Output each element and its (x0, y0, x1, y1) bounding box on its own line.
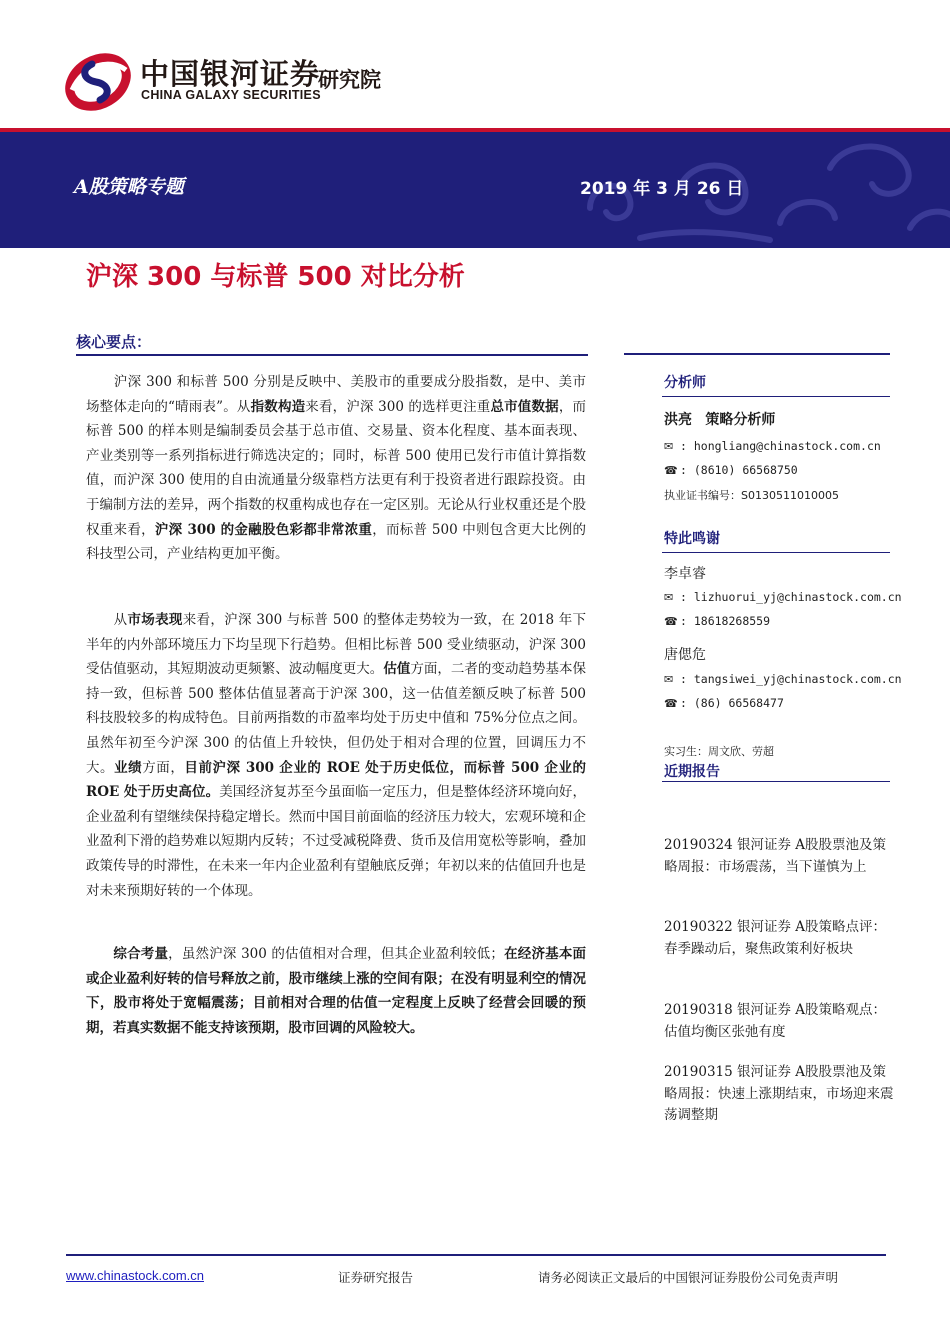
thanks-phone-1: 18618268559 (693, 614, 771, 628)
sidebar-top-divider (624, 353, 890, 355)
recent-report-1[interactable]: 20190324 银河证券 A股股票池及策略周报：市场震荡，当下谨慎为上 (664, 837, 887, 875)
key-point-paragraph-1 (86, 370, 586, 567)
body-text: 方面， (142, 759, 185, 776)
footer-report-type: 证券研究报告 (338, 1270, 414, 1285)
body-text: ，而标普 500 的样本则是编制委员会基于总市值、交易量、资本化程度、基本面表现、产业类别等一系列指标进行筛选决定的；同时，标普 500 使用已发行市值计算指数值，而沪深 300 使用的自由流通量分级靠档方法更有利于投资者进行跟踪投资。由于编制方法的差异，两个指数的权重构成也存在一定区别。无论从行业权重还是个股权重来看， (86, 398, 587, 538)
analyst-email-row: ✉ : hongliang@chinastock.com.cn (664, 439, 881, 453)
analyst-phone-row: ☎ : (8610) 66568750 (664, 463, 798, 477)
body-text: 来看，沪深 300 与标普 500 的整体走势较为一致，在 2018 年下半年的内外部环境压力下均呈现下行趋势。但相比标普 500 受业绩驱动，沪深 300 受估值驱动，其短期波动更频繁、波动幅度更大。 (86, 612, 587, 678)
body-text: 沪深 300 和标普 500 分别是反映中、美股市的重要成分股指数，是中、美市场整体走向的“晴雨表”。从 (86, 374, 587, 415)
thanks-email-2[interactable]: tangsiwei_yj@chinastock.com.cn (693, 672, 902, 686)
recent-report-2[interactable]: 20190322 银河证券 A股策略点评：春季躁动后，聚焦政策利好板块 (664, 919, 887, 957)
analyst-role: 策略分析师 (705, 412, 776, 428)
analyst-divider (662, 396, 890, 397)
key-points-divider (76, 354, 588, 356)
thanks-phone-2: (86) 66568477 (693, 696, 784, 710)
body-text: 来看，沪深 300 的选样更注重 (305, 398, 491, 415)
emphasis-text: 目前沪深 300 企业的 ROE 处于历史低位，而标普 500 企业的 ROE 处于历史高位。 (86, 759, 587, 801)
key-point-paragraph-2 (86, 608, 586, 903)
footer-disclaimer: 请务必阅读正文最后的中国银河证券股份公司免责声明 (538, 1270, 839, 1285)
report-date: 2019 年 3 月 26 日 (580, 179, 744, 199)
footer-website-link[interactable]: www.chinastock.com.cn (66, 1268, 204, 1283)
thanks-phone-row-2: ☎ : (86) 66568477 (664, 696, 784, 710)
analyst-heading: 分析师 (664, 375, 706, 391)
thanks-email-row-2: ✉ : tangsiwei_yj@chinastock.com.cn (664, 672, 902, 686)
key-points-heading: 核心要点： (76, 333, 152, 351)
emphasis-text: 业绩 (114, 759, 143, 776)
envelope-icon: ✉ (664, 591, 674, 604)
body-text: ，虽然沪深 300 的估值相对合理，但其企业盈利较低； (168, 946, 504, 962)
logo-english-name: CHINA GALAXY SECURITIES (141, 88, 321, 102)
body-text: 美国经济复苏至今虽面临一定压力，但是整体经济环境向好，企业盈利有望继续保持稳定增长。然而中国目前面临的经济压力较大，宏观环境和企业盈利下滑的趋势难以短期内反转；不过受减税降费、货币及信用宽松等影响，叠加政策传导的时滞性，在未来一年内企业盈利有望触底反弹；年初以来的估值回升也是对未来预期好转的一个体现。 (86, 784, 587, 899)
thanks-divider (662, 552, 890, 553)
emphasis-text: 在经济基本面或企业盈利好转的信号释放之前，股市继续上涨的空间有限；在没有明显利空的情况下，股市将处于宽幅震荡；目前相对合理的估值一定程度上反映了经营会回暖的预期，若真实数据不能支持该预期，股市回调的风险较大。 (86, 946, 587, 1036)
recent-report-4[interactable]: 20190315 银河证券 A股股票池及策略周报：快速上涨期结束，市场迎来震荡调整期 (664, 1064, 894, 1123)
body-text: ，而标普 500 中则包含更大比例的科技型公司，产业结构更加平衡。 (86, 521, 586, 563)
thanks-name-1: 李卓睿 (664, 566, 706, 582)
interns-line: 实习生：周文欣、劳超 (664, 745, 774, 758)
recent-reports-divider (662, 781, 890, 782)
phone-icon: ☎ (664, 697, 678, 710)
emphasis-text: 市场表现 (127, 612, 183, 628)
emphasis-text: 指数构造 (250, 398, 306, 415)
logo-chinese-name: 中国银河证券 (140, 57, 321, 91)
analyst-email[interactable]: hongliang@chinastock.com.cn (693, 439, 881, 453)
institute-label: 研究院 (318, 68, 381, 92)
emphasis-text: 综合考量 (113, 946, 169, 962)
thanks-email-row-1: ✉ : lizhuorui_yj@chinastock.com.cn (664, 590, 902, 604)
galaxy-logo-icon (62, 44, 134, 116)
analyst-phone: (8610) 66568750 (693, 463, 798, 477)
recent-reports-heading: 近期报告 (664, 764, 720, 780)
footer-divider (66, 1254, 886, 1256)
emphasis-text: 沪深 300 的金融股色彩都非常浓重 (154, 521, 373, 538)
thanks-heading: 特此鸣谢 (664, 531, 720, 547)
phone-icon: ☎ (664, 615, 678, 628)
envelope-icon: ✉ (664, 440, 674, 453)
analyst-name-line (664, 409, 775, 429)
thanks-email-1[interactable]: lizhuorui_yj@chinastock.com.cn (693, 590, 902, 604)
thanks-phone-row-1: ☎ : 18618268559 (664, 614, 771, 628)
body-text: 方面，二者的变动趋势基本保持一致，但标普 500 整体估值显著高于沪深 300，这一估值差额反映了标普 500 科技股较多的构成特色。目前两指数的市盈率均处于历史中值和 75%分位点之间。虽然年初至今沪深 300 的估值上升较快，但仍处于相对合理的位置，回调压力不大。 (86, 661, 587, 776)
analyst-cert: 执业证书编号：S0130511010005 (664, 489, 839, 502)
phone-icon: ☎ (664, 464, 678, 477)
report-title: 沪深 300 与标普 500 对比分析 (86, 262, 465, 292)
key-point-paragraph-3 (86, 942, 586, 1040)
body-text: 从 (113, 612, 128, 628)
thanks-name-2: 唐偲危 (664, 647, 706, 663)
report-series: A股策略专题 (74, 176, 184, 198)
emphasis-text: 总市值数据 (490, 398, 559, 415)
emphasis-text: 估值 (383, 661, 411, 678)
analyst-name: 洪亮 (664, 412, 692, 428)
envelope-icon: ✉ (664, 673, 674, 686)
recent-report-3[interactable]: 20190318 银河证券 A股策略观点：估值均衡区张弛有度 (664, 1002, 887, 1040)
